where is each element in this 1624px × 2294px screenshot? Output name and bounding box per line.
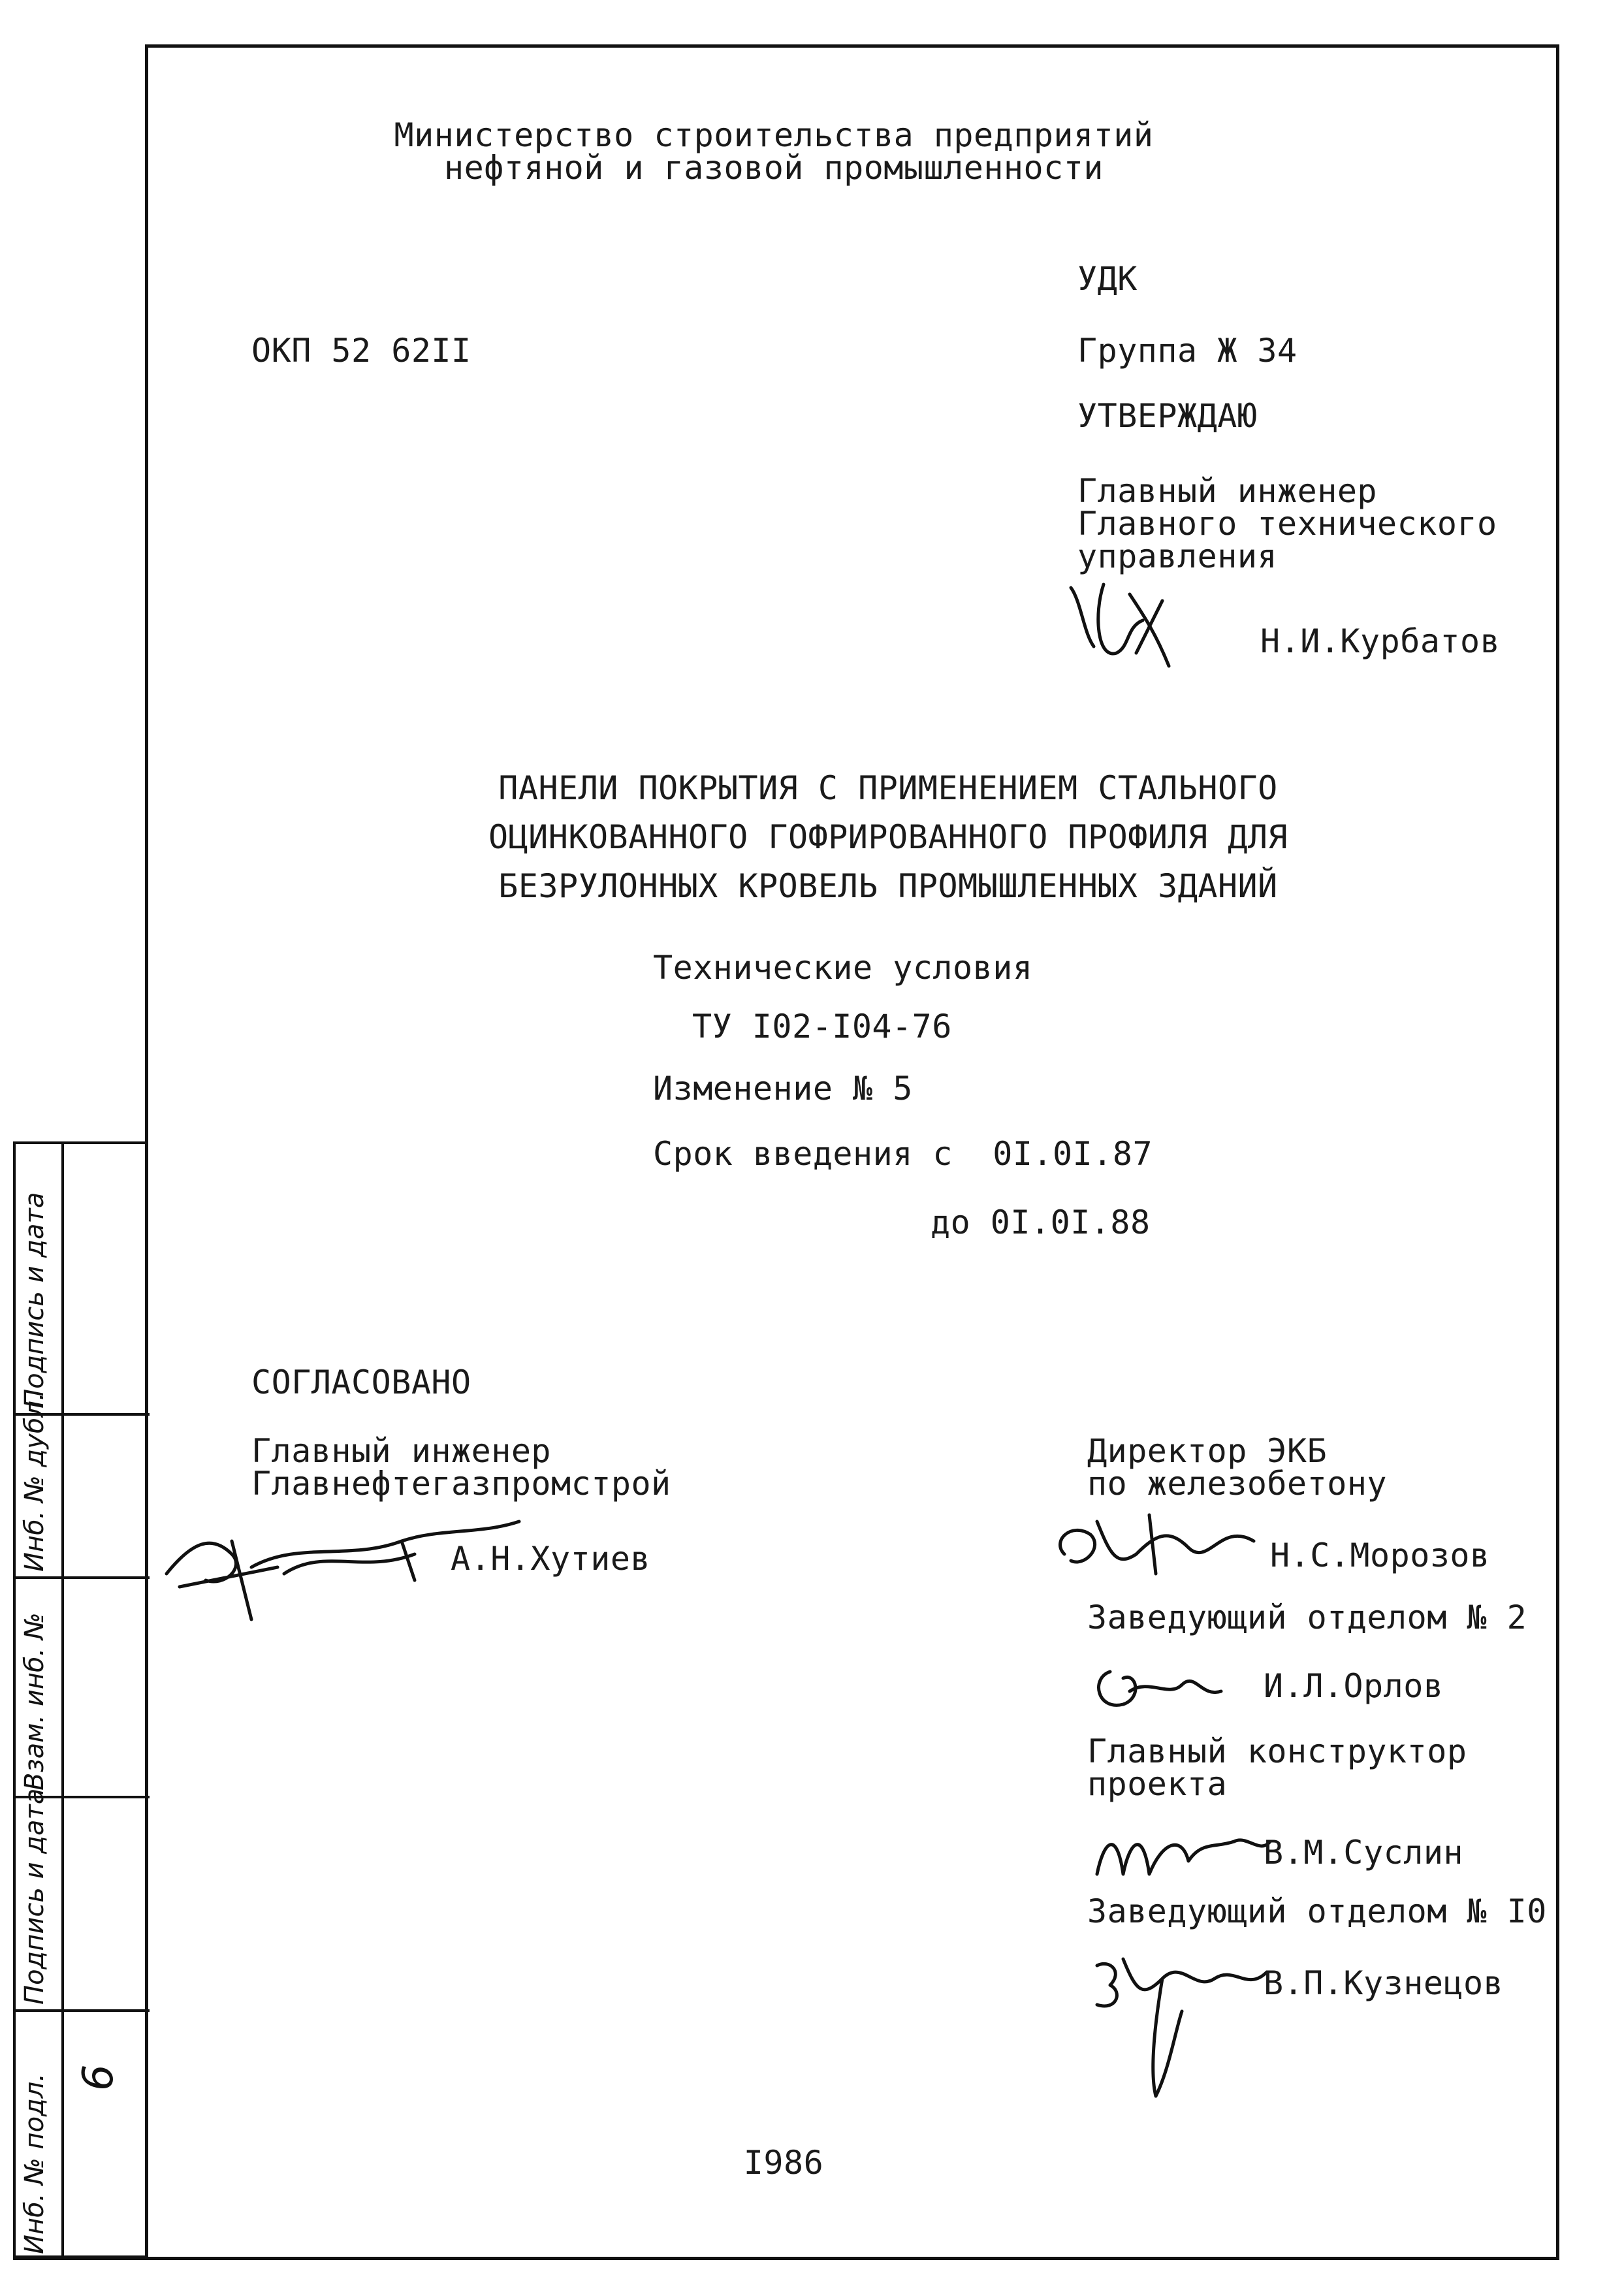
signatory-1-position-line-2: по железобетону	[1087, 1465, 1388, 1503]
signatory-4-name: В.П.Кузнецов	[1264, 1964, 1504, 2002]
approve-heading: УТВЕРЖДАЮ	[1077, 397, 1258, 435]
signatory-2-position: Заведующий отделом № 2	[1087, 1599, 1527, 1636]
signatory-4-position: Заведующий отделом № I0	[1087, 1892, 1547, 1930]
title-line-3: БЕЗРУЛОННЫХ КРОВЕЛЬ ПРОМЫШЛЕННЫХ ЗДАНИЙ	[498, 867, 1278, 905]
title-line-1: ПАНЕЛИ ПОКРЫТИЯ С ПРИМЕНЕНИЕМ СТАЛЬНОГО	[498, 769, 1278, 807]
okp-code: ОКП 52 62II	[251, 332, 471, 370]
agreed-name: А.Н.Хутиев	[451, 1540, 651, 1578]
signatory-3-name: В.М.Суслин	[1264, 1834, 1464, 1872]
stamp-label-signature-date: Подпись и дата	[20, 1788, 50, 2005]
stamp-label-replacing-no: Взам. инб. №	[20, 1612, 50, 1791]
margin-stamp-row-line	[16, 1576, 150, 1579]
stamp-sheet-mark: 6	[74, 2064, 123, 2091]
signatory-1-name: Н.С.Морозов	[1270, 1537, 1490, 1574]
document-year: I986	[743, 2144, 824, 2182]
udk-code: УДК	[1077, 260, 1138, 298]
stamp-label-signature-date: Подпись и дата	[20, 1192, 50, 1409]
agreed-position-line-2: Главнефтегазпромстрой	[251, 1465, 671, 1503]
signatory-2-signature	[1084, 1652, 1228, 1724]
approver-position-line-3: управления	[1077, 537, 1278, 575]
margin-stamp-divider	[61, 1144, 64, 2255]
effective-to: до 0I.0I.88	[931, 1203, 1151, 1241]
signatory-4-signature	[1084, 1939, 1273, 2103]
signatory-1-signature	[1045, 1495, 1267, 1587]
margin-stamp-table	[13, 1141, 147, 2258]
change-number: Изменение № 5	[653, 1070, 913, 1107]
signatory-1-position-line-1: Директор ЭКБ	[1087, 1432, 1328, 1470]
approver-position-line-2: Главного технического	[1077, 505, 1497, 543]
signatory-3-signature	[1084, 1815, 1273, 1887]
approver-signature	[1064, 575, 1175, 673]
signatory-2-name: И.Л.Орлов	[1264, 1667, 1444, 1705]
margin-stamp-row-line	[16, 2009, 150, 2012]
agreed-heading: СОГЛАСОВАНО	[251, 1363, 471, 1401]
stamp-label-original-no: Инб. № подл.	[20, 2073, 50, 2254]
frame-right-border	[1556, 44, 1559, 2258]
agreed-position-line-1: Главный инженер	[251, 1432, 552, 1470]
spec-number: ТУ I02-I04-76	[692, 1008, 952, 1045]
effective-from: Срок введения с 0I.0I.87	[653, 1135, 1153, 1173]
stamp-label-duplicate-no: Инб. № дубл.	[20, 1392, 50, 1572]
frame-bottom-border	[13, 2257, 1559, 2260]
title-line-2: ОЦИНКОВАННОГО ГОФРИРОВАННОГО ПРОФИЛЯ ДЛЯ	[488, 818, 1288, 856]
ministry-line-2: нефтяной и газовой промышленности	[444, 149, 1104, 187]
frame-top-border	[145, 44, 1557, 48]
signatory-3-position-line-2: проекта	[1087, 1765, 1228, 1803]
signatory-3-position-line-1: Главный конструктор	[1087, 1732, 1467, 1770]
group-code: Группа Ж 34	[1077, 332, 1298, 370]
document-subtitle: Технические условия	[653, 949, 1033, 987]
approver-name: Н.И.Курбатов	[1260, 622, 1501, 660]
ministry-line-1: Министерство строительства предприятий	[394, 116, 1154, 154]
approver-position-line-1: Главный инженер	[1077, 472, 1378, 510]
